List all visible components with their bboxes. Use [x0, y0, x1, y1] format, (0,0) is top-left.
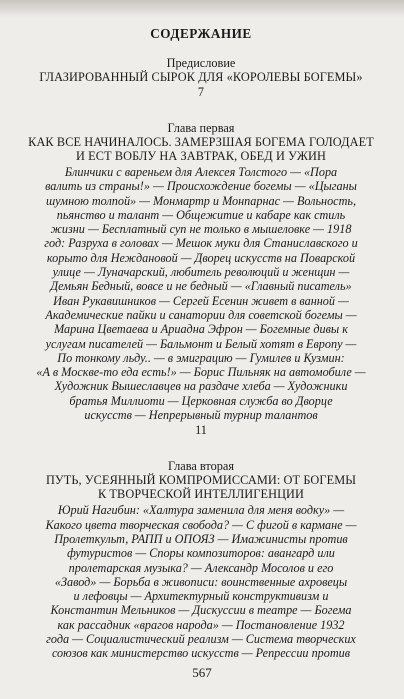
summary-line: улице — Луначарский, любитель революций и женщин —: [52, 265, 350, 280]
summary-line: Юрий Нагибин: «Халтура заменила для меня водку» —: [57, 503, 345, 518]
summary-line: шумною толпой» — Монмартр и Монпарнас — Вольность,: [45, 193, 356, 208]
summary-line: Академические пайки и санатории для советской богемы —: [45, 307, 357, 322]
summary-line: Иван Рукавишников — Сергей Есенин живет в ванной —: [53, 293, 349, 308]
page-shadow: [0, 0, 404, 18]
chapter-1-page-number: 11: [195, 423, 207, 438]
chapter-1-label: Глава первая: [167, 121, 235, 135]
summary-line: Демьян Бедный, вовсе и не бедный — «Главный писатель»: [50, 279, 352, 294]
summary-line: валить из страны!» — Происхождение богемы — «Цыганы: [45, 179, 357, 194]
page-number: 567: [192, 665, 212, 680]
summary-line: По тонкому льду.. — в эмиграцию — Гумилев и Кузмин:: [57, 350, 345, 365]
summary-line: жизни — Бесплатный суп не только в мышеловке — 1918: [50, 222, 352, 237]
preface-section: [24, 56, 378, 99]
chapter-2-summary: [24, 503, 378, 660]
summary-line: года — Социалистический реализм — Система творческих: [46, 632, 356, 647]
summary-line: Марина Цветаева и Ариадна Эфрон — Богемные дивы к: [54, 322, 348, 337]
preface-label: Предисловие: [166, 56, 236, 70]
summary-line: братья Миллиоти — Церковная служба во Дворце: [69, 393, 333, 408]
summary-line: год: Разруха в головах — Мешок муки для Станиславского и: [44, 236, 358, 251]
summary-line: Художник Вышеславцев на раздаче хлеба — Художники: [54, 379, 348, 394]
summary-line: искусств — Непрерывный турнир талантов: [84, 408, 318, 423]
chapter-1-title-line: КАК ВСЕ НАЧИНАЛОСЬ. ЗАМЕРЗШАЯ БОГЕМА ГОЛОДАЕТ: [28, 135, 374, 149]
summary-line: футуристов — Споры композиторов: авангард или: [67, 546, 335, 561]
summary-line: как рассадник «врагов народа» — Постановление 1932: [57, 617, 345, 632]
summary-line: корыто для Неждановой — Дворец искусств на Поварской: [46, 250, 356, 265]
summary-line: союзов как министерство искусств — Репрессии против: [51, 646, 351, 661]
preface-title: ГЛАЗИРОВАННЫЙ СЫРОК ДЛЯ «КОРОЛЕВЫ БОГЕМЫ»: [39, 70, 363, 84]
chapter-2-title-line: К ТВОРЧЕСКОЙ ИНТЕЛЛИГЕНЦИИ: [97, 487, 305, 502]
chapter-1-summary: [24, 165, 378, 422]
summary-line: Константин Мельников — Дискуссии в театре — Богема: [50, 603, 352, 618]
summary-line: «А в Москве-то еда есть!» — Борис Пильняк на автомобиле —: [36, 365, 366, 380]
summary-line: пьянство и талант — Общежитие и кабаре как стиль: [56, 207, 346, 222]
summary-line: услугам писателей — Бальмонт и Белый хотят в Европу —: [45, 336, 357, 351]
summary-line: Какого цвета творческая свобода? — С фигой в кармане —: [45, 517, 357, 532]
chapter-2-title-line: ПУТЬ, УСЕЯННЫЙ КОМПРОМИССАМИ: ОТ БОГЕМЫ: [45, 473, 357, 488]
summary-line: и лефовцы — Архитектурный конструктивизм и: [73, 589, 329, 604]
summary-line: «Завод» — Борьба в живописи: воинственные ахровецы: [54, 574, 348, 589]
summary-line: Пролеткульт, РАПП и ОПОЯЗ — Имажинисты против: [54, 531, 348, 546]
chapter-2-label: Глава вторая: [167, 459, 235, 474]
chapter-1-section: [24, 121, 378, 437]
summary-line: Блинчики с вареньем для Алексея Толстого — «Пора: [64, 165, 338, 179]
chapter-2-section: [24, 459, 378, 660]
preface-page-number: 7: [197, 85, 205, 99]
chapter-1-title-line: И ЕСТ ВОБЛУ НА ЗАВТРАК, ОБЕД И УЖИН: [76, 149, 326, 163]
summary-line: пролетарская музыка? — Александр Мосолов и его: [68, 560, 334, 575]
page-title: СОДЕРЖАНИЕ: [150, 26, 252, 41]
